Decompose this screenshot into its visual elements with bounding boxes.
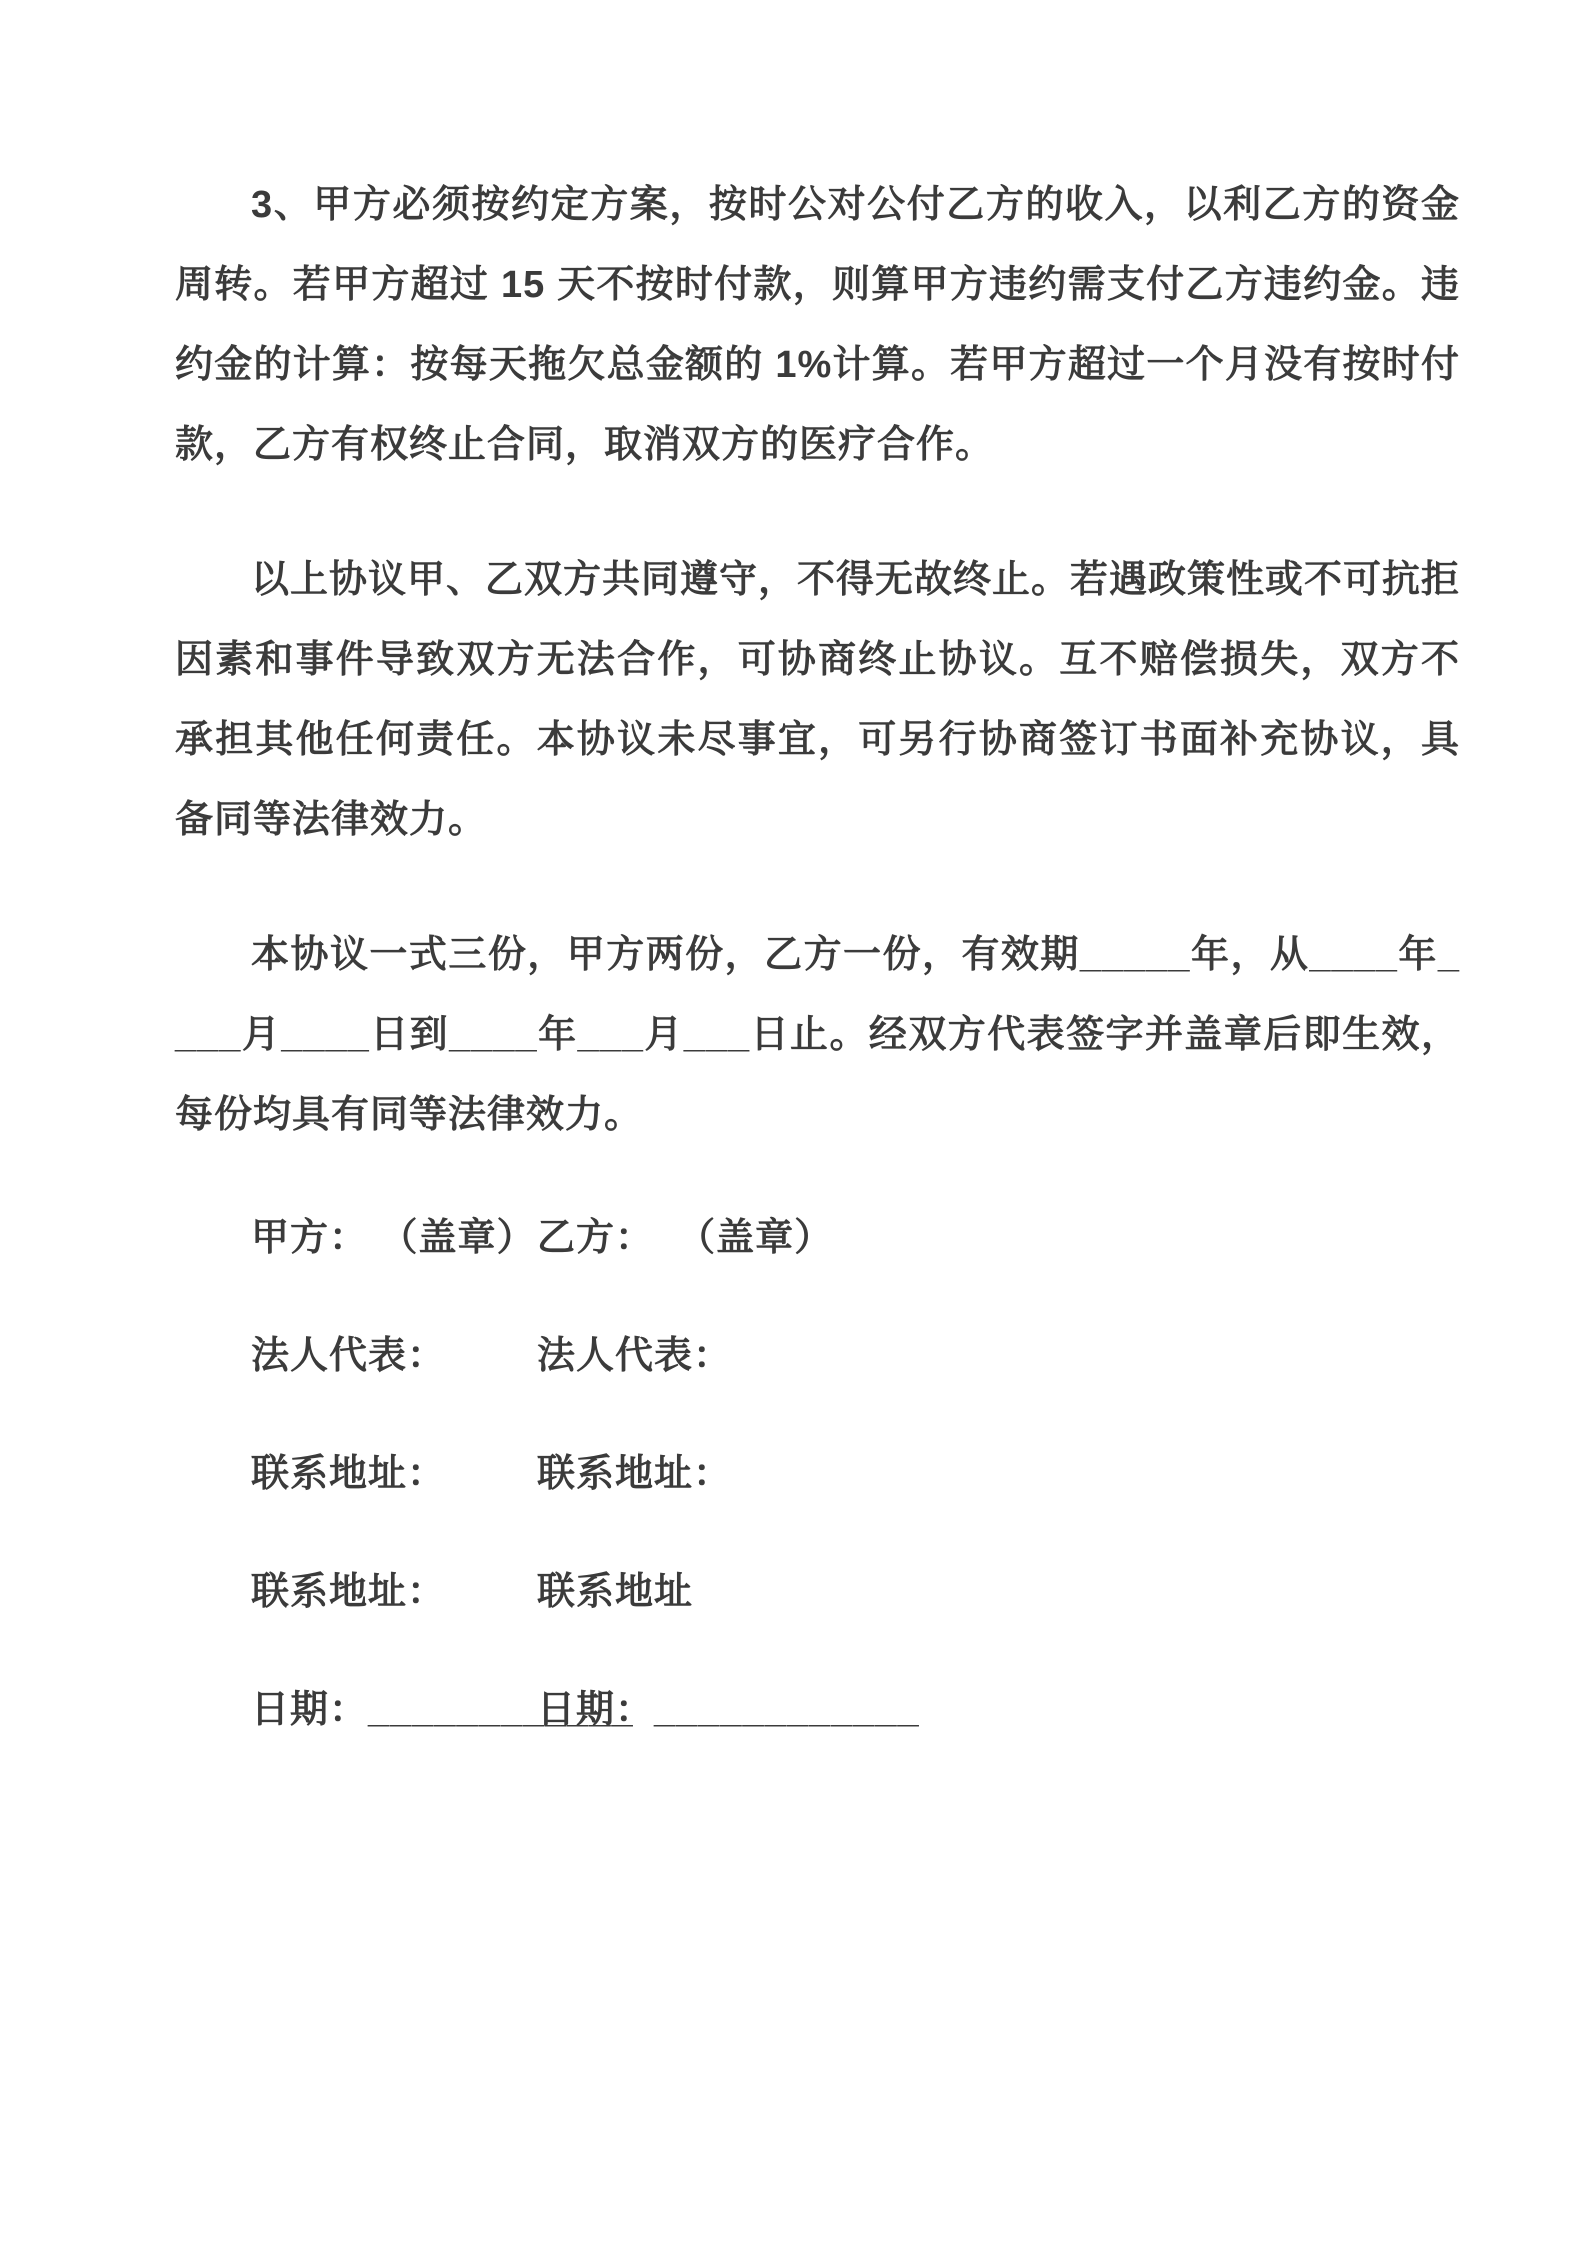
- signature-block: [175, 1217, 1460, 1731]
- paragraph-payment-terms: 3、甲方必须按约定方案，按时公对公付乙方的收入，以利乙方的资金周转。若甲方超过 15 天不按时付款，则算甲方违约需支付乙方违约金。违约金的计算：按每天拖欠总金额的 1%计算。若甲方超过一个月没有按时付款，乙方有权终止合同，取消双方的医疗合作。: [175, 184, 1460, 466]
- party-a-date-label: 日期：____________: [251, 1689, 634, 1731]
- party-a-address-label-1: 联系地址：: [251, 1453, 447, 1495]
- party-a-legal-rep-label: 法人代表：: [251, 1335, 447, 1377]
- signature-row-party: [175, 1217, 1460, 1259]
- document-content: [175, 165, 1460, 1807]
- party-b-address-label-2: 联系地址: [537, 1571, 694, 1613]
- party-b-seal-label: 乙方： （盖章）: [537, 1217, 834, 1259]
- party-b-address-label-1: 联系地址：: [537, 1453, 733, 1495]
- signature-row-legal-rep: [175, 1335, 1460, 1377]
- party-b-date-label: 日期：____________: [537, 1689, 920, 1731]
- signature-row-address-1: [175, 1453, 1460, 1495]
- paragraph-copies-validity: 本协议一式三份，甲方两份，乙方一份，有效期_____年，从____年____月____日到____年___月___日止。经双方代表签字并盖章后即生效，每份均具有同等法律效力。: [175, 934, 1460, 1136]
- signature-row-date: [175, 1689, 1460, 1731]
- party-b-legal-rep-label: 法人代表：: [537, 1335, 733, 1377]
- paragraph-mutual-compliance: 以上协议甲、乙双方共同遵守，不得无故终止。若遇政策性或不可抗拒因素和事件导致双方无法合作，可协商终止协议。互不赔偿损失，双方不承担其他任何责任。本协议未尽事宜，可另行协商签订书面补充协议，具备同等法律效力。: [175, 559, 1461, 841]
- signature-row-address-2: [175, 1571, 1460, 1613]
- party-a-address-label-2: 联系地址：: [251, 1571, 447, 1613]
- party-a-seal-label: 甲方： （盖章）: [251, 1217, 536, 1259]
